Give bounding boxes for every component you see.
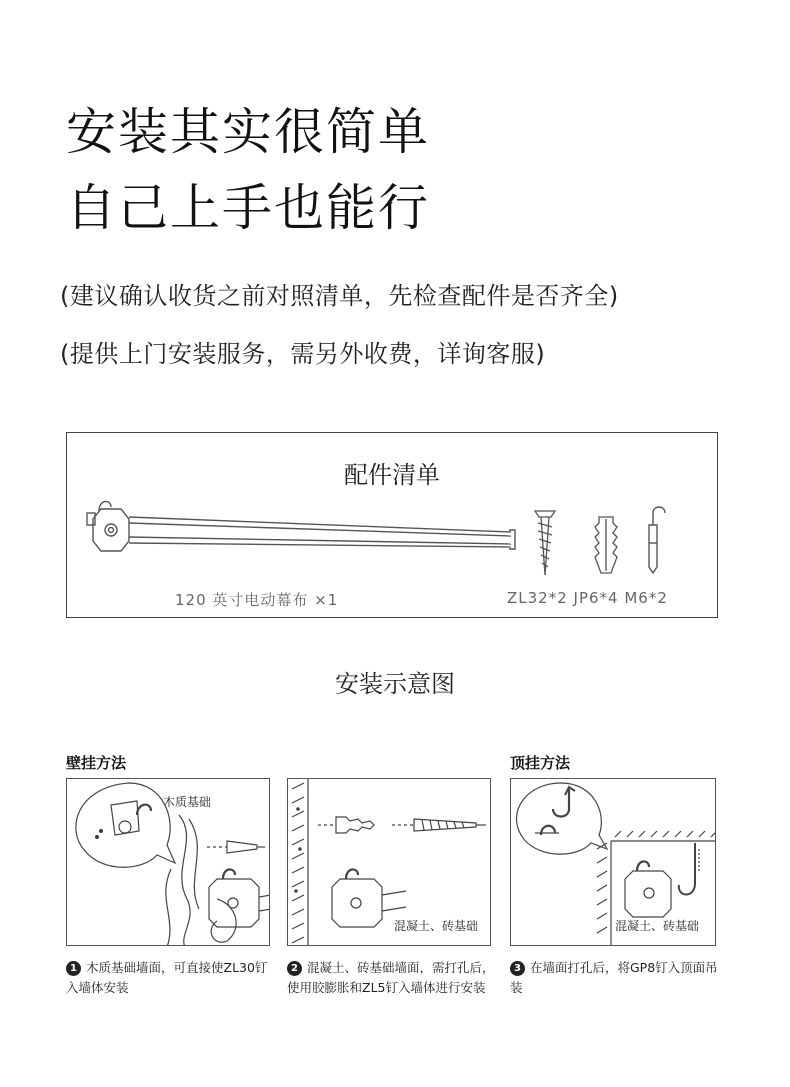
note-checklist: (建议确认收货之前对照清单，先检查配件是否齐全) [60,282,619,310]
wall-anchor-icon [591,515,621,577]
headline-line2: 自己上手也能行 [66,179,430,237]
wood-base-label: 木质基础 [163,795,212,809]
step-2 [287,958,497,998]
screen-quantity-label: 120 英寸电动幕布 ×1 [175,591,339,609]
step-1 [66,958,276,998]
step-2-number: 2 [287,961,302,976]
step-3 [510,958,720,998]
headline-line1: 安装其实很简单 [66,103,430,161]
install-diagram-title: 安装示意图 [335,670,455,698]
screen-tube-illustration [81,499,521,569]
accessories-title: 配件清单 [344,461,440,489]
panel-ceiling [510,778,716,946]
panel-concrete-wall [287,778,491,946]
ceiling-mount-title: 顶挂方法 [510,754,571,772]
accessories-box [66,432,718,618]
parts-quantity-label: ZL32*2 JP6*4 M6*2 [507,589,668,607]
screw-icon [533,505,557,579]
step-3-number: 3 [510,961,525,976]
step-2-text: 混凝土、砖基础墙面，需打孔后，使用胶膨胀和ZL5钉入墙体进行安装 [287,960,495,995]
concrete-base-label-wall: 混凝土、砖基础 [394,919,479,933]
step-3-text: 在墙面打孔后，将GP8钉入顶面吊装 [510,960,718,995]
concrete-base-label-ceiling: 混凝土、砖基础 [615,919,700,933]
wall-mount-title: 壁挂方法 [66,754,127,772]
note-service: (提供上门安装服务，需另外收费，详询客服) [60,340,546,368]
step-1-text: 木质基础墙面，可直接使ZL30钉入墙体安装 [66,960,268,995]
hook-bolt-icon [637,503,671,583]
step-1-number: 1 [66,961,81,976]
panel-wood-wall [66,778,270,946]
